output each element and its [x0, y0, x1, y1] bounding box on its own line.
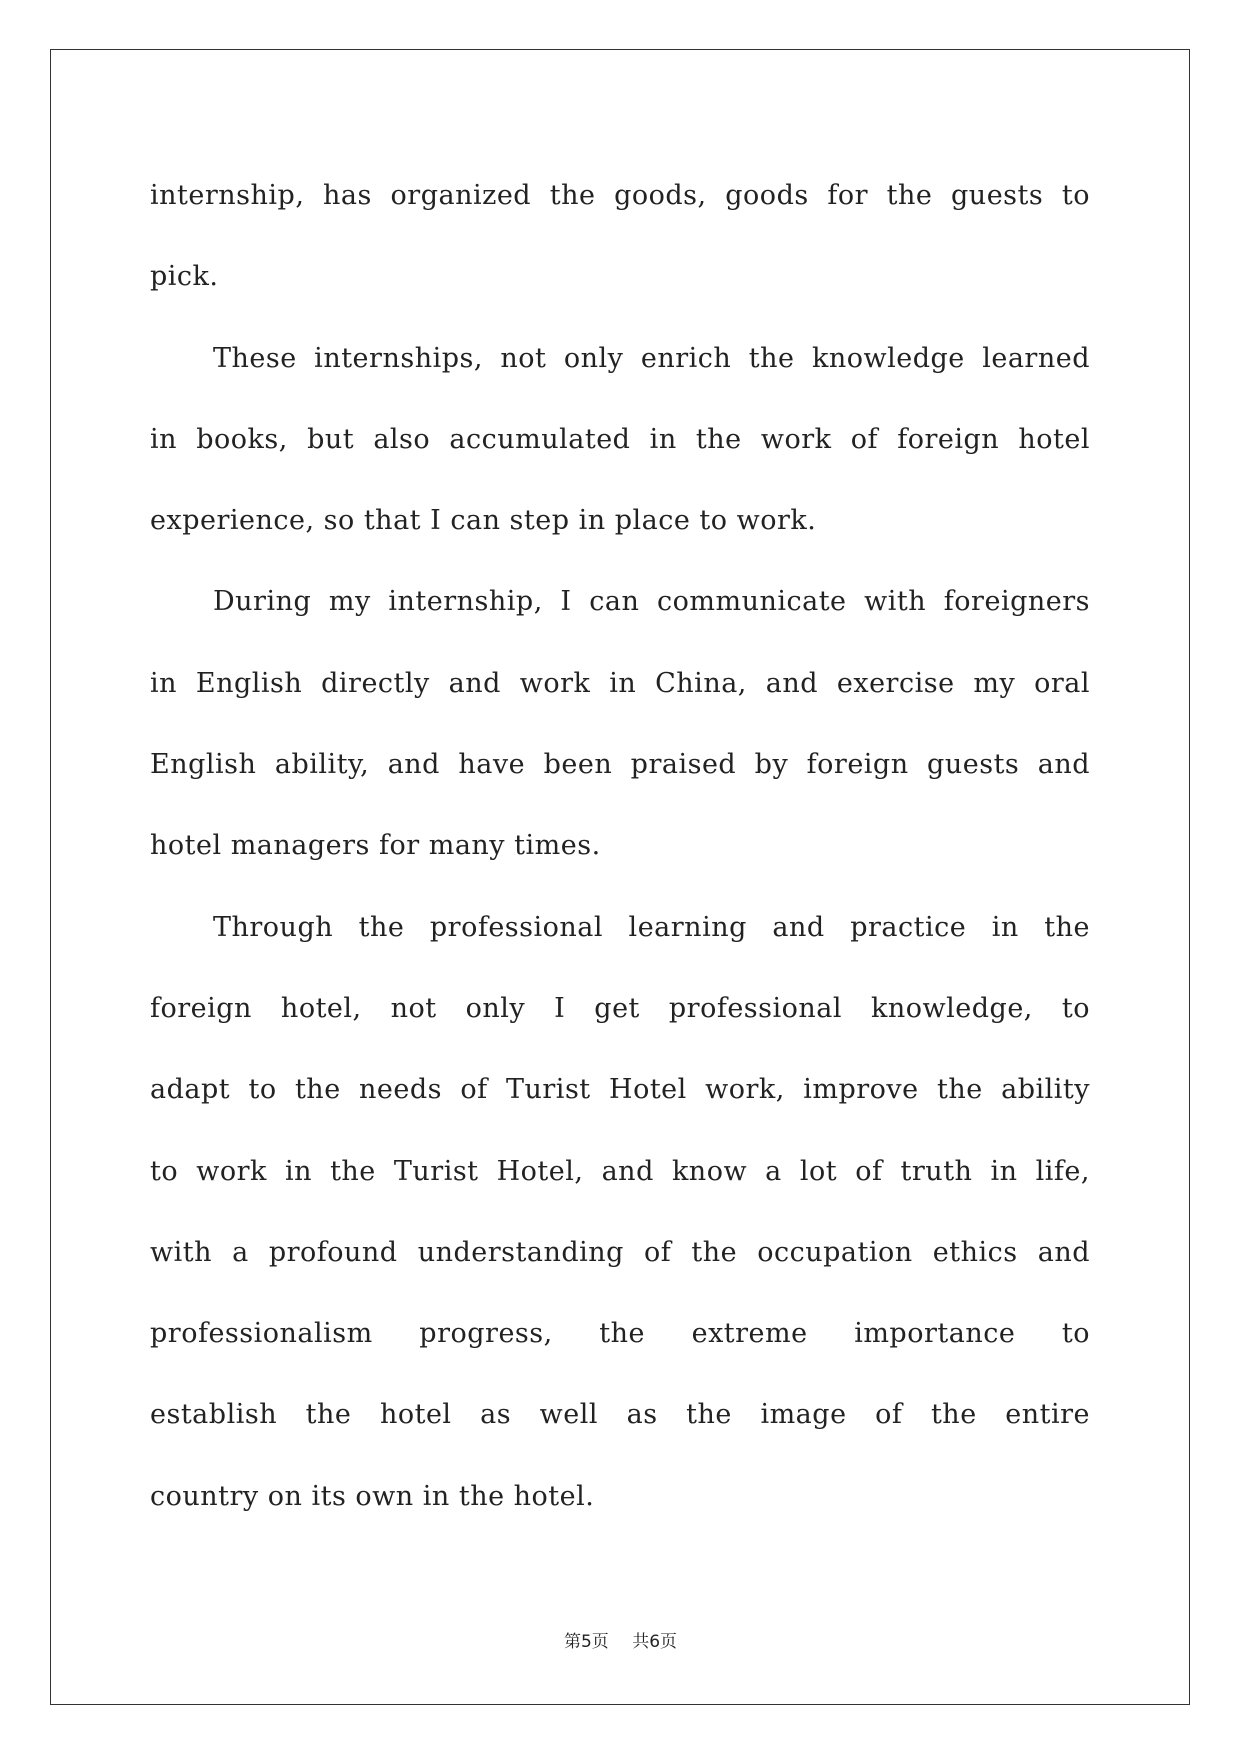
- document-body: [150, 155, 1090, 1537]
- text-line: pick.: [150, 261, 219, 293]
- text-line: establish the hotel as well as the image of the entire: [150, 1399, 1090, 1431]
- text-line: country on its own in the hotel.: [150, 1480, 595, 1512]
- current-page-label: 第5页: [563, 1632, 609, 1652]
- paragraph-start-line: These internships, not only enrich the knowledge learned: [213, 342, 1090, 374]
- text-line: in books, but also accumulated in the work of foreign hotel: [150, 423, 1090, 455]
- text-line: foreign hotel, not only I get professional knowledge, to: [150, 992, 1090, 1024]
- total-pages-label: 共6页: [632, 1632, 678, 1652]
- text-line: to work in the Turist Hotel, and know a lot of truth in life,: [150, 1155, 1090, 1187]
- text-line: English ability, and have been praised by foreign guests and: [150, 749, 1090, 781]
- page-footer: [0, 1627, 1241, 1652]
- text-line: in English directly and work in China, and exercise my oral: [150, 667, 1090, 699]
- text-line: with a profound understanding of the occupation ethics and: [150, 1236, 1090, 1268]
- text-line: professionalism progress, the extreme importance to: [150, 1318, 1090, 1350]
- paragraph-start-line: Through the professional learning and practice in the: [213, 911, 1090, 943]
- text-line: hotel managers for many times.: [150, 830, 601, 862]
- text-line: experience, so that I can step in place to work.: [150, 505, 817, 537]
- text-line: adapt to the needs of Turist Hotel work, improve the ability: [150, 1074, 1090, 1106]
- paragraph-start-line: During my internship, I can communicate with foreigners: [213, 586, 1090, 618]
- text-line: internship, has organized the goods, goods for the guests to: [150, 180, 1090, 211]
